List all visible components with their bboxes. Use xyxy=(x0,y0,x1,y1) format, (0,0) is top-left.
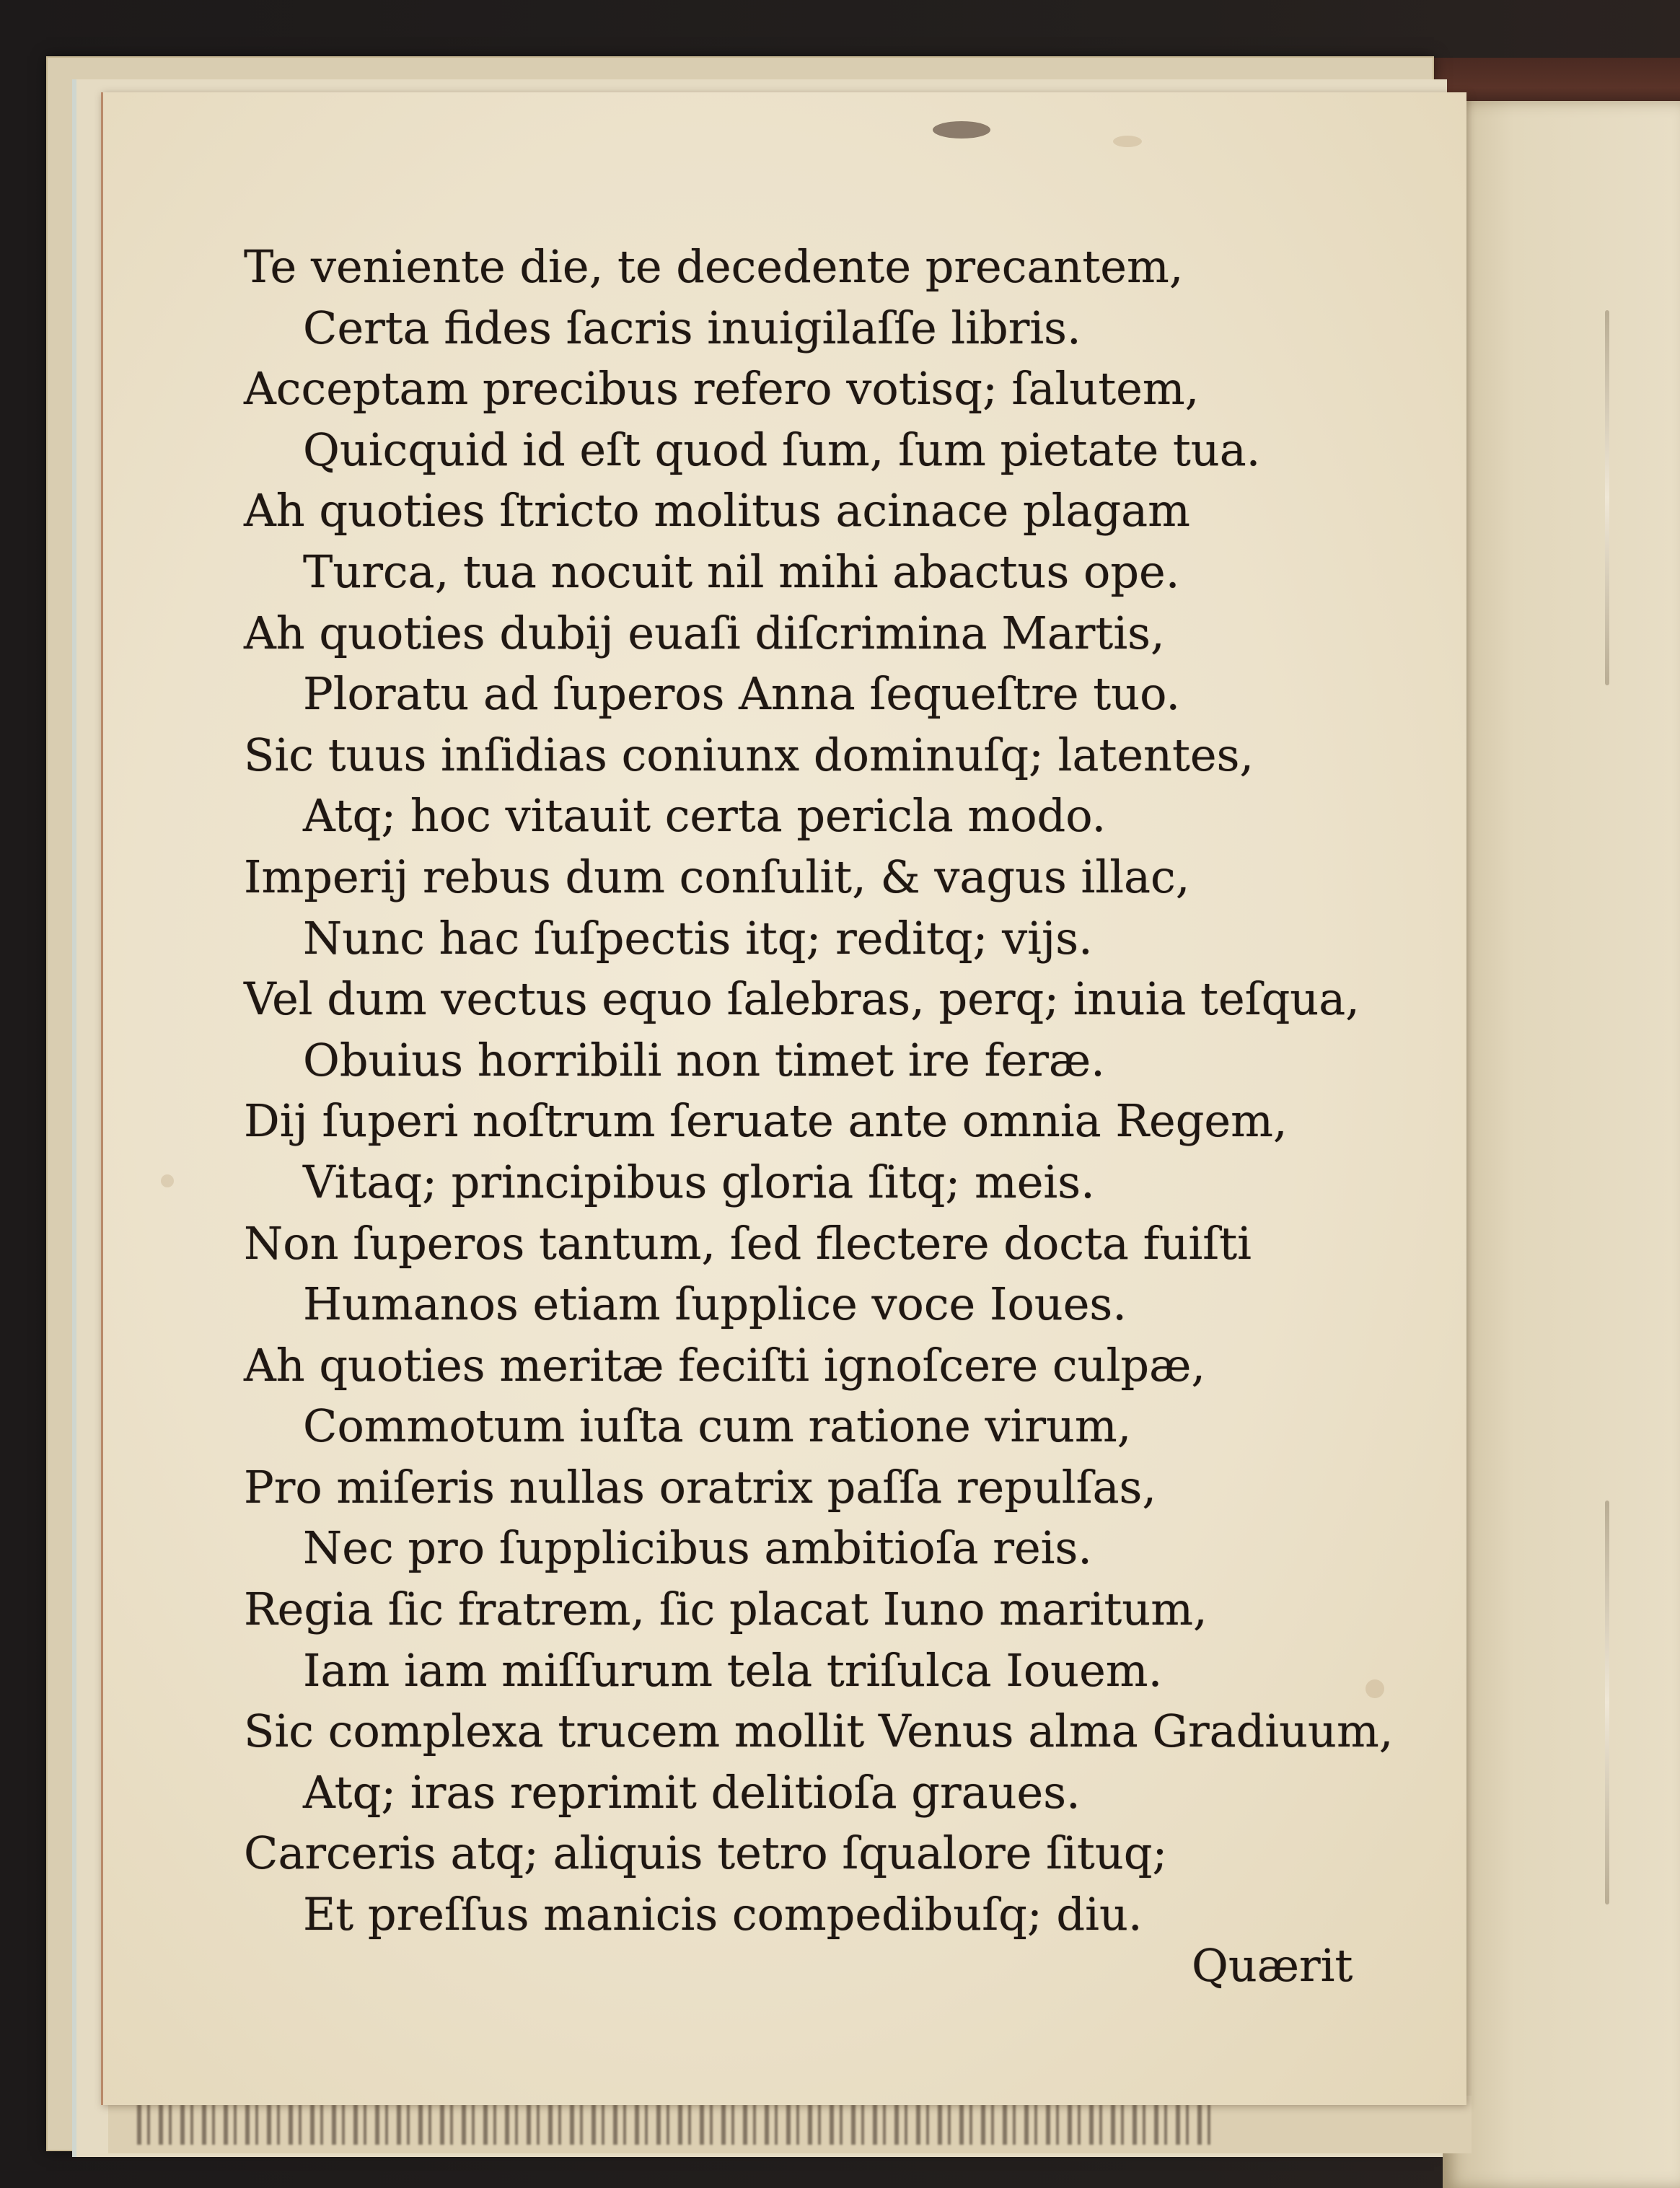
verse-line: Sic complexa trucem mollit Venus alma Gradiuum, xyxy=(244,1705,1394,1758)
verse-line: Te veniente die, te decedente precantem, xyxy=(244,240,1184,293)
verse-line: Vel dum vectus equo ſalebras, perq; inuia teſqua, xyxy=(244,972,1360,1026)
verse-line: Non ſuperos tantum, ſed flectere docta fuiſti xyxy=(244,1216,1252,1270)
verse-line: Humanos etiam ſupplice voce Ioues. xyxy=(303,1278,1127,1331)
verse-line: Atq; iras reprimit delitioſa graues. xyxy=(303,1765,1081,1819)
verse-line: Ploratu ad ſuperos Anna ſequeſtre tuo. xyxy=(303,667,1181,721)
verse-line: Certa fides ſacris inuigilaſſe libris. xyxy=(303,301,1081,354)
verse-line: Ah quoties ſtricto molitus acinace plagam xyxy=(244,484,1190,537)
verse-line: Nec pro ſupplicibus ambitioſa reis. xyxy=(303,1521,1092,1575)
poem-verses xyxy=(244,237,1427,1946)
verse-line: Sic tuus inſidias coniunx dominuſq; latentes, xyxy=(244,728,1254,781)
verse-line: Pro miſeris nullas oratrix paſſa repulſas, xyxy=(244,1460,1157,1513)
ink-spot xyxy=(933,121,990,139)
verse-line: Commotum iuſta cum ratione virum, xyxy=(303,1400,1132,1453)
verse-line: Imperij rebus dum conſulit, & vagus illac, xyxy=(244,850,1190,903)
facing-page xyxy=(1443,101,1680,2188)
verse-line: Acceptam precibus refero votisq; ſalutem, xyxy=(244,362,1200,416)
verse-line: Dij ſuperi noſtrum ſeruate ante omnia Regem, xyxy=(244,1094,1288,1148)
verse-line: Turca, tua nocuit nil mihi abactus ope. xyxy=(303,545,1180,598)
foxing-spot xyxy=(1113,136,1142,147)
verse-line: Carceris atq; aliquis tetro ſqualore ſituq; xyxy=(244,1827,1168,1880)
verse-line: Ah quoties meritæ feciſti ignoſcere culpæ, xyxy=(244,1338,1206,1392)
verse-line: Regia ſic fratrem, ſic placat Iuno maritum, xyxy=(244,1583,1208,1636)
verse-line: Quicquid id eſt quod ſum, ſum pietate tua. xyxy=(303,423,1261,476)
foxing-spot xyxy=(161,1174,174,1187)
binding-stitch xyxy=(1605,310,1609,685)
catchword: Quærit xyxy=(1192,1939,1353,1992)
verse-line: Et preſſus manicis compedibuſq; diu. xyxy=(303,1888,1143,1941)
verse-line: Iam iam miſſurum tela triſulca Iouem. xyxy=(303,1643,1163,1697)
binding-stitch xyxy=(1605,1501,1609,1904)
verse-line: Ah quoties dubij euaſi diſcrimina Martis, xyxy=(244,606,1165,659)
verse-line: Obuius horribili non timet ire feræ. xyxy=(303,1033,1105,1086)
verse-line: Nunc hac ſuſpectis itq; reditq; vijs. xyxy=(303,911,1093,965)
verse-line: Vitaq; principibus gloria ſitq; meis. xyxy=(303,1155,1095,1208)
mirrored-show-through xyxy=(137,2104,1219,2145)
verse-line: Atq; hoc vitauit certa pericla modo. xyxy=(303,789,1107,843)
